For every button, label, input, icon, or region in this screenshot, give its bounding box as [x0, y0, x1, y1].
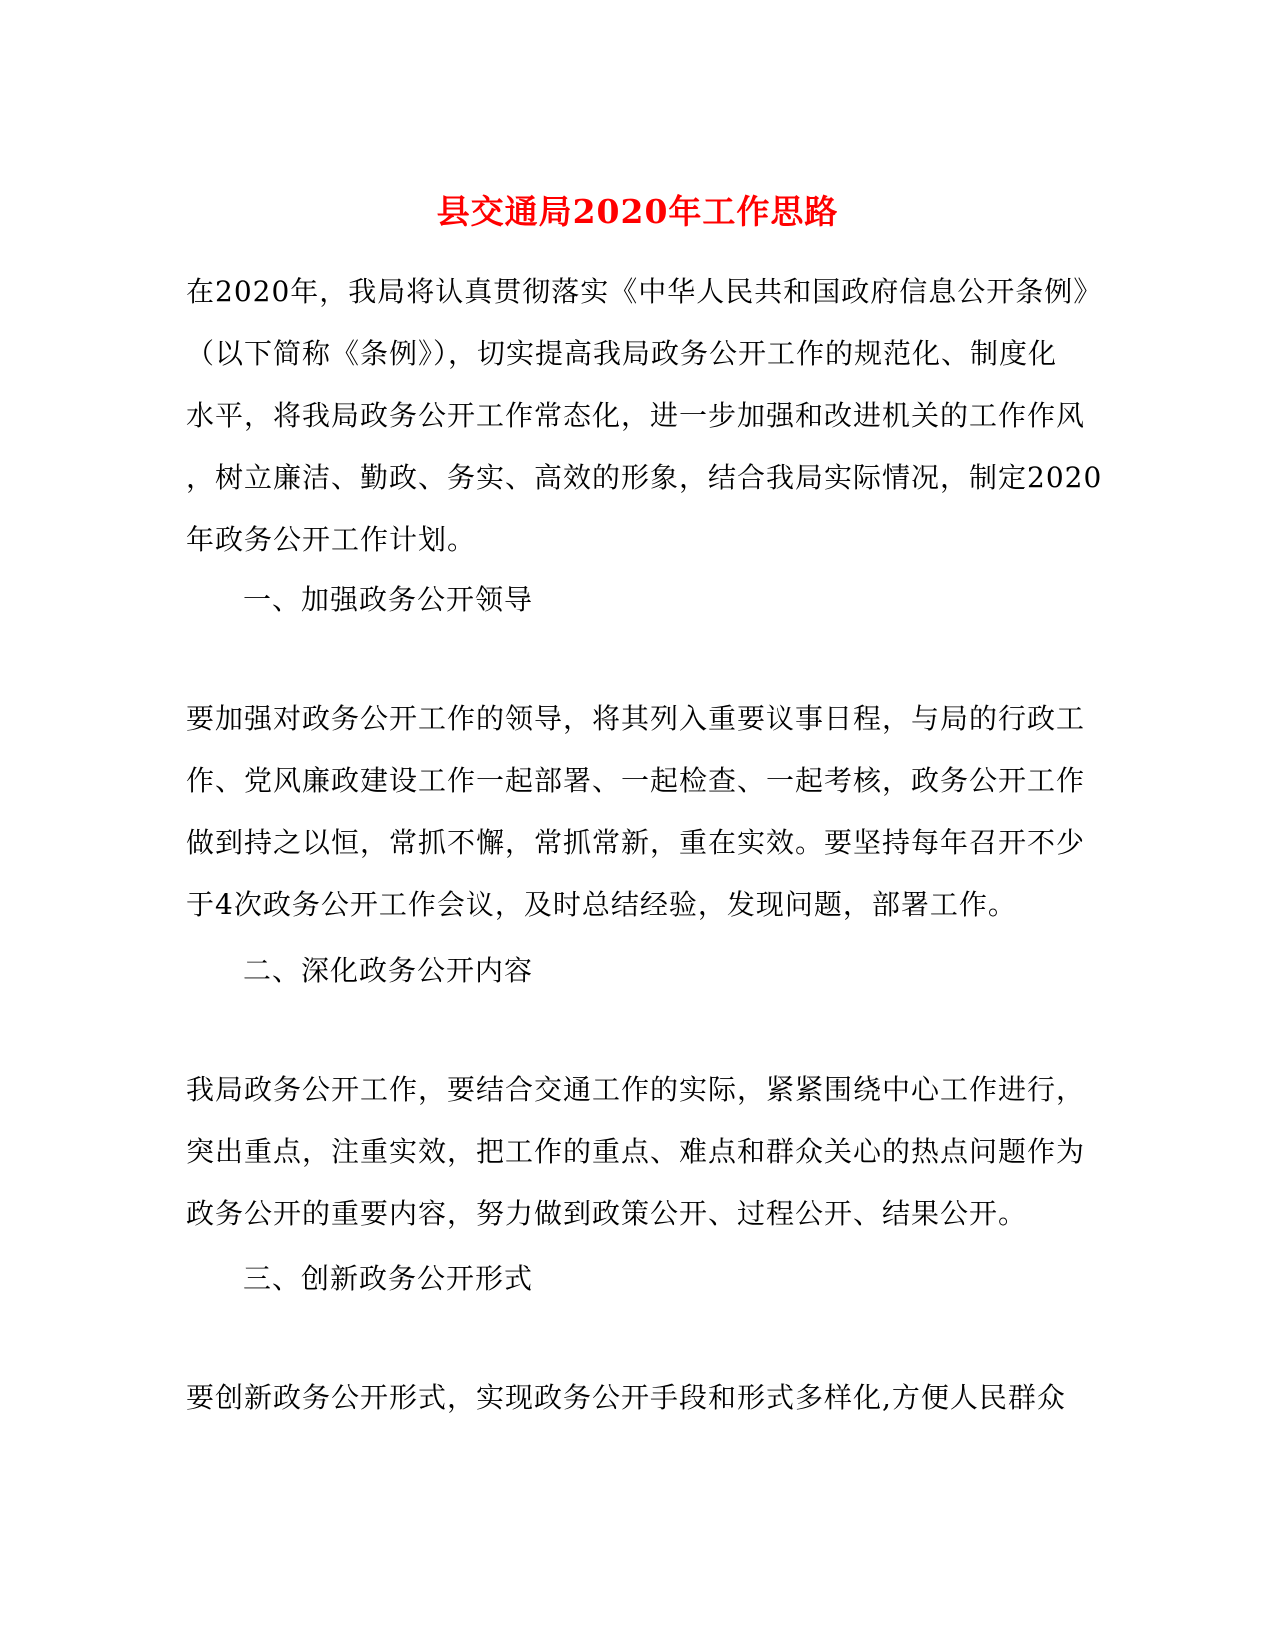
section-2-line: 政务公开的重要内容，努力做到政策公开、过程公开、结果公开。	[186, 1197, 1028, 1230]
section-1-line: 要加强对政务公开工作的领导，将其列入重要议事日程，与局的行政工	[186, 702, 1086, 735]
section-1-paragraph	[186, 688, 1086, 936]
intro-paragraph	[186, 261, 1103, 571]
section-1-line: 于4次政务公开工作会议，及时总结经验，发现问题，部署工作。	[186, 888, 1017, 921]
intro-line: 在2020年，我局将认真贯彻落实《中华人民共和国政府信息公开条例》	[186, 275, 1103, 308]
section-1-line: 做到持之以恒，常抓不懈，常抓常新，重在实效。要坚持每年召开不少	[186, 826, 1086, 859]
intro-line: （以下简称《条例》），切实提高我局政务公开工作的规范化、制度化	[186, 337, 1058, 370]
section-2-paragraph	[186, 1059, 1086, 1245]
section-2-line: 我局政务公开工作，要结合交通工作的实际，紧紧围绕中心工作进行，	[186, 1073, 1086, 1106]
intro-line: ，树立廉洁、勤政、务实、高效的形象，结合我局实际情况，制定2020	[186, 461, 1103, 494]
section-heading-1: 一、加强政务公开领导	[243, 583, 534, 616]
section-heading-3: 三、创新政务公开形式	[243, 1262, 534, 1295]
section-1-line: 作、党风廉政建设工作一起部署、一起检查、一起考核，政务公开工作	[186, 764, 1086, 797]
intro-line: 水平，将我局政务公开工作常态化，进一步加强和改进机关的工作作风	[186, 399, 1086, 432]
section-3-paragraph	[186, 1367, 1086, 1429]
section-heading-2: 二、深化政务公开内容	[243, 954, 534, 987]
document-title: 县交通局2020年工作思路	[436, 192, 839, 232]
section-3-line: 要创新政务公开形式，实现政务公开手段和形式多样化,方便人民群众	[186, 1381, 1066, 1414]
section-2-line: 突出重点，注重实效，把工作的重点、难点和群众关心的热点问题作为	[186, 1135, 1086, 1168]
intro-line: 年政务公开工作计划。	[186, 523, 477, 556]
